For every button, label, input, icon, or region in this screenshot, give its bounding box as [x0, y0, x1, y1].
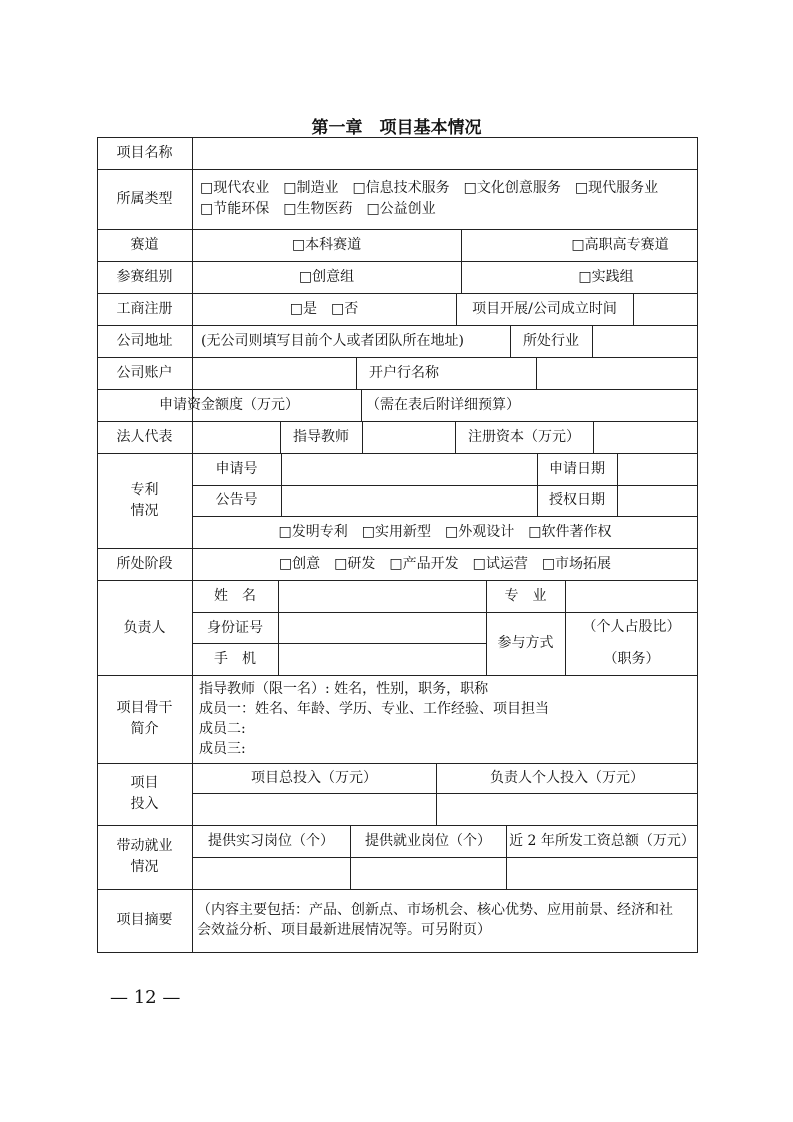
patent-label-line2: 情况 [130, 503, 159, 519]
table-rule [278, 580, 279, 675]
share-ratio-label: （个人占股比） [582, 619, 681, 635]
table-rule [617, 453, 618, 516]
participation-label: 参与方式 [497, 635, 554, 651]
page-number: — 12 — [110, 987, 181, 1008]
table-rule [593, 421, 594, 453]
phone-label: 手 机 [214, 651, 256, 667]
page-title: 第一章 项目基本情况 [311, 118, 482, 138]
biz-reg-options: □是 □否 [289, 301, 359, 317]
table-rule [192, 857, 698, 858]
invest-label-line1: 项目 [130, 775, 159, 791]
grant-date-label: 授权日期 [549, 492, 605, 508]
category-options-line1: □现代农业 □制造业 □信息技术服务 □文化创意服务 □现代服务业 [200, 180, 659, 196]
summary-label: 项目摘要 [116, 912, 173, 928]
publication-number-label: 公告号 [215, 492, 258, 508]
reg-capital-label: 注册资本（万元） [468, 429, 580, 445]
jobs-label-line2: 情况 [130, 859, 159, 875]
table-rule [192, 485, 698, 486]
table-rule [97, 169, 698, 170]
leader-name-label: 姓 名 [214, 588, 256, 604]
address-label: 公司地址 [116, 333, 173, 349]
personal-investment-label: 负责人个人投入（万元） [490, 770, 644, 786]
jobs-label-line1: 带动就业 [116, 838, 173, 854]
funding-hint: （需在表后附详细预算） [366, 397, 520, 413]
category-label: 所属类型 [116, 191, 173, 207]
core-member2-line: 成员二: [199, 721, 246, 737]
total-investment-label: 项目总投入（万元） [251, 770, 377, 786]
table-rule [192, 612, 486, 613]
major-label: 专 业 [504, 588, 547, 604]
group-option-idea: □创意组 [298, 269, 355, 285]
account-label: 公司账户 [116, 365, 173, 381]
stage-label: 所处阶段 [116, 556, 173, 572]
table-rule [536, 357, 537, 389]
core-advisor-line: 指导教师（限一名）: 姓名，性别，职务，职称 [199, 681, 489, 697]
table-rule [633, 293, 634, 325]
wage-total-label: 近 2 年所发工资总额（万元） [509, 833, 695, 849]
core-member3-line: 成员三: [199, 741, 246, 757]
position-label: （职务） [603, 651, 660, 667]
project-name-label: 项目名称 [116, 145, 173, 161]
table-rule [192, 643, 486, 644]
table-rule [97, 580, 698, 581]
table-rule [97, 389, 698, 390]
table-rule [97, 293, 698, 294]
table-rule [97, 325, 698, 326]
patent-type-options: □发明专利 □实用新型 □外观设计 □软件著作权 [278, 524, 612, 540]
table-rule [192, 793, 698, 794]
table-rule [97, 889, 698, 890]
table-rule [97, 548, 698, 549]
table-rule [97, 421, 698, 422]
table-rule [356, 357, 357, 389]
biz-reg-label: 工商注册 [116, 301, 173, 317]
internship-positions-label: 提供实习岗位（个） [208, 833, 334, 849]
group-label: 参赛组别 [116, 269, 173, 285]
track-option-vocational: □高职高专赛道 [571, 237, 669, 253]
bank-name-label: 开户行名称 [369, 365, 439, 381]
table-rule [97, 825, 698, 826]
application-number-label: 申请号 [215, 461, 258, 477]
core-label-line1: 项目骨干 [116, 700, 173, 716]
industry-label: 所处行业 [523, 333, 579, 349]
funding-label: 申请资金额度（万元） [159, 397, 299, 413]
patent-label-line1: 专利 [130, 482, 159, 498]
table-rule [97, 675, 698, 676]
table-rule [97, 357, 698, 358]
table-rule [192, 516, 698, 517]
table-rule [281, 453, 282, 516]
table-rule [97, 763, 698, 764]
id-number-label: 身份证号 [207, 620, 263, 636]
leader-label: 负责人 [123, 620, 166, 636]
track-option-undergrad: □本科赛道 [291, 237, 362, 253]
category-options-line2: □节能环保 □生物医药 □公益创业 [200, 201, 436, 217]
core-label-line2: 简介 [130, 721, 159, 737]
summary-hint-line2: 会效益分析、项目最新进展情况等。可另附页） [197, 922, 491, 938]
legal-rep-label: 法人代表 [116, 429, 173, 445]
track-label: 赛道 [130, 237, 159, 253]
table-rule [592, 325, 593, 357]
table-rule [362, 421, 363, 453]
address-hint: (无公司则填写目前个人或者团队所在地址) [201, 333, 464, 349]
core-member1-line: 成员一：姓名、年龄、学历、专业、工作经验、项目担当 [199, 701, 549, 717]
table-rule [97, 229, 698, 230]
summary-hint-line1: （内容主要包括：产品、创新点、市场机会、核心优势、应用前景、经济和社 [197, 902, 673, 918]
table-rule [361, 389, 362, 421]
invest-label-line2: 投入 [130, 796, 159, 812]
job-positions-label: 提供就业岗位（个） [365, 833, 491, 849]
start-time-label: 项目开展/公司成立时间 [472, 301, 617, 317]
stage-options: □创意 □研发 □产品开发 □试运营 □市场拓展 [278, 556, 612, 572]
table-rule [486, 612, 698, 613]
table-rule [97, 453, 698, 454]
group-option-practice: □实践组 [578, 269, 634, 285]
application-date-label: 申请日期 [549, 461, 605, 477]
table-rule [97, 261, 698, 262]
advisor-label: 指导教师 [293, 429, 349, 445]
table-rule [461, 229, 462, 293]
